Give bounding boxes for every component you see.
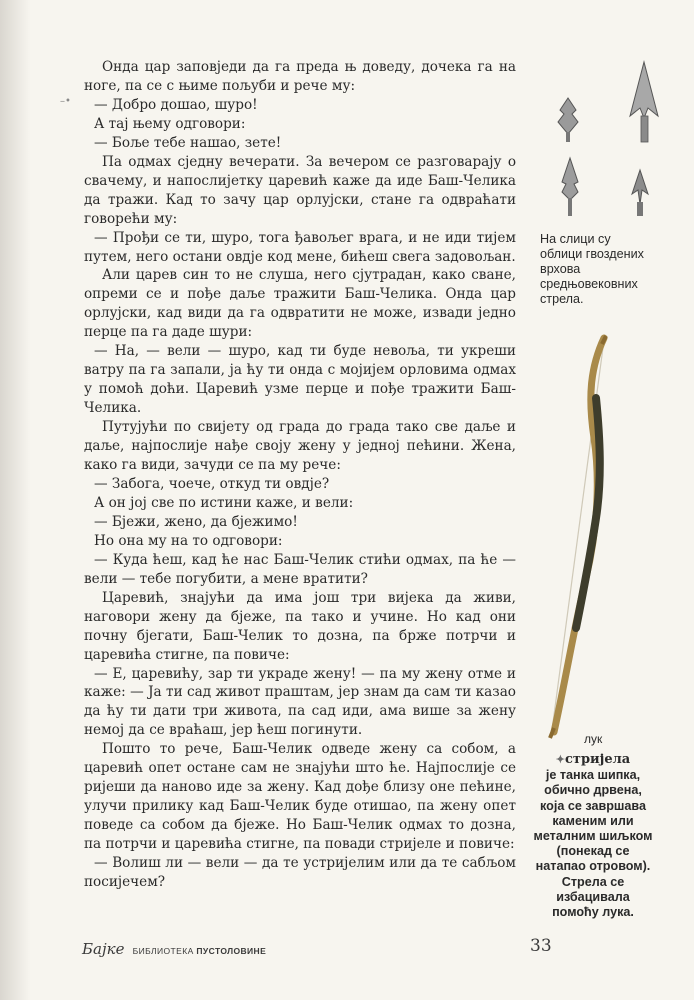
- paragraph: — На, — вели — шуро, кад ти буде невоља, ти укреши ватру па га запали, ја ћу ти онда с мојијем орловима одмах у помоћ доћи. Царевић узме перце и пође тражити Баш-Челика.: [84, 343, 516, 417]
- arrowheads-illustration: [548, 58, 678, 228]
- paragraph: Па одмах сједну вечерати. За вечером се разговарају о свачему, и напослијетку царевић каже да иде Баш-Челика да тражи. Кад то зачу цар орлујски, стане га одвраћати говорећи му:: [84, 153, 516, 227]
- paragraph: — Добро дошао, шуро!: [94, 96, 258, 113]
- paragraph: — Е, царевићу, зар ти украде жену! — па му жену отме и каже: — Ја ти сад живот праштам, јер знам да сам ти казао да ћу ти дати три живота, па сад иди, ама више за жену немој да се враћаш, јер ћеш погинути.: [84, 665, 516, 739]
- glossary-note: [532, 752, 654, 920]
- paragraph: Пошто то рече, Баш-Челик одведе жену са собом, а царевић опет остане сам не знајући што ће. Најпослије се ријеши да наново иде за жену. Кад дође близу оне пећине, улучи прилику кад Баш-Челик буде отишао, па жену опет поведе са собом да бјеже. Но Баш-Челик одмах то дозна, па потрчи и царевића стигне, па повади стријеле и повиче:: [84, 741, 516, 853]
- paragraph: Али царев син то не слуша, него сјутрадан, како сване, опреми се и пође даље тражити Баш-Челика. Онда цар орлујски, кад види да га одвратити не може, извади једно перце па га даде шури:: [84, 267, 516, 341]
- paragraph: — Волиш ли — вели — да те устријелим или да те сабљом посијечем?: [84, 855, 516, 890]
- paragraph: — Забога, чоече, откуд ти овдје?: [94, 475, 330, 492]
- star-icon: ✦: [555, 754, 565, 766]
- series-name: [133, 946, 267, 956]
- paragraph: — Прођи се ти, шуро, тога ђавољег врага, и не иди тијем путем, него остани овдје код мене, бићеш свега задовољан.: [84, 229, 516, 265]
- paragraph: А тај њему одговори:: [94, 115, 246, 132]
- story-text: [84, 58, 516, 892]
- paragraph: — Куда ћеш, кад ће нас Баш-Челик стићи одмах, па ће — вели — тебе погубити, а мене вратити?: [84, 551, 516, 587]
- paragraph: Но она му на то одговори:: [94, 532, 283, 549]
- paragraph: Путујући по свијету од града до града тако све даље и даље, најпослије нађе своју жену у једној пећини. Жена, како га види, зачуди се па му рече:: [84, 419, 516, 474]
- page-number: 33: [530, 936, 552, 956]
- bow-illustration: [530, 328, 620, 748]
- book-title: Бајке: [82, 940, 125, 958]
- glossary-term: стријела: [564, 752, 631, 767]
- stray-mark: –•: [60, 96, 71, 107]
- arrowhead-icon: [562, 158, 578, 216]
- paragraph: Царевић, знајући да има још три вијека да живи, наговори жену да бјеже, па тако и учине. Но кад они почну бјегати, Баш-Челик то дозна, па брже потрчи и царевића стигне, па повиче:: [84, 589, 516, 663]
- glossary-definition: је танка шипка, обично дрвена, која се завршава каменим или металним шиљком (понекад се натапао отровом). Стрела се избацивала помоћу лука.: [533, 768, 653, 920]
- arrowhead-icon: [558, 98, 578, 142]
- paragraph: А он јој све по истини каже, и вели:: [94, 494, 354, 511]
- page-binding-shadow: [0, 0, 30, 1000]
- series-title: ПУСТОЛОВИНЕ: [196, 946, 267, 956]
- bow-label: лук: [584, 732, 603, 746]
- arrowhead-icon: [632, 170, 648, 216]
- paragraph: — Боље тебе нашао, зете!: [94, 134, 282, 151]
- paragraph: Онда цар заповједи да га преда њ доведу, дочека га на ноге, па се с њиме пољуби и рече му:: [84, 59, 516, 94]
- series-label: БИБЛИОТЕКА: [132, 946, 194, 956]
- running-footer: [82, 940, 266, 958]
- arrowheads-caption: На слици су облици гвоздених врхова средњовековних стрела.: [540, 232, 644, 306]
- arrowhead-icon: [630, 62, 658, 142]
- paragraph: — Бјежи, жено, да бјежимо!: [94, 513, 298, 530]
